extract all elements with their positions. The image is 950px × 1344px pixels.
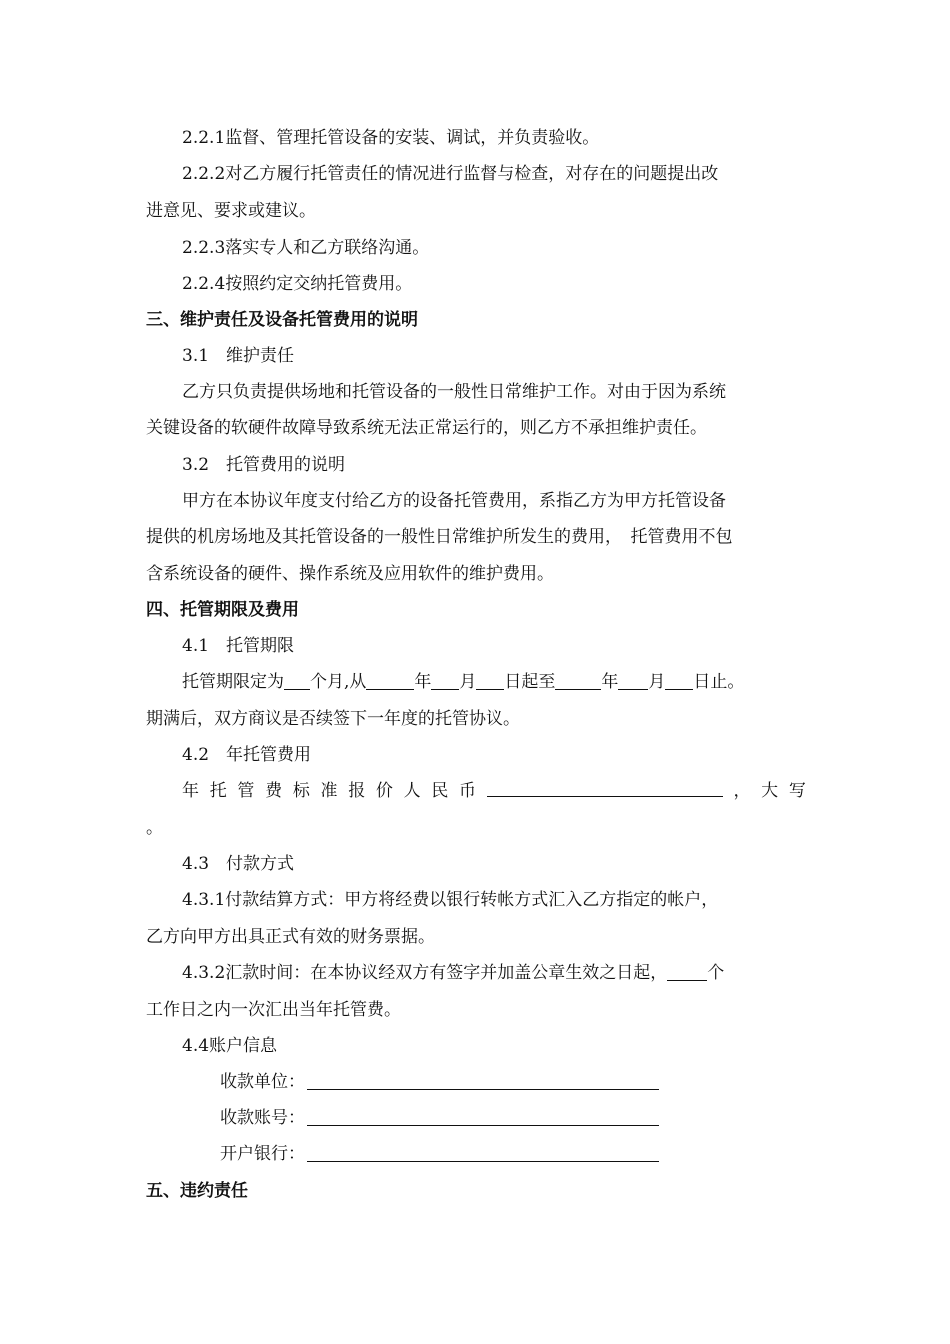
fee-char: 托 [209,781,227,801]
term-text: 个月,从 [310,672,367,692]
term-text: 年 [601,672,619,692]
start-day-blank[interactable] [476,672,504,690]
months-blank[interactable] [284,672,310,690]
para-3-2-line1: 甲方在本协议年度支付给乙方的设备托管费用，系指乙方为甲方托管设备 [182,491,726,511]
workdays-blank[interactable] [667,963,707,981]
start-month-blank[interactable] [431,672,459,690]
para-3-1-line1: 乙方只负责提供场地和托管设备的一般性日常维护工作。对由于因为系统 [182,382,726,402]
fee-char: 写 [788,781,806,801]
end-year-blank[interactable] [555,672,601,690]
end-day-blank[interactable] [665,672,693,690]
fee-char: 管 [237,781,255,801]
remit-text: 4.3.2汇款时间：在本协议经双方有签字并加盖公章生效之日起， [182,963,668,983]
end-month-blank[interactable] [618,672,648,690]
bank-blank[interactable] [307,1144,659,1162]
subsection-4-2: 4.2 年托管费用 [182,745,312,765]
clause-2-2-2-line1: 2.2.2对乙方履行托管责任的情况进行监督与检查，对存在的问题提出改 [182,164,719,184]
para-3-1-line2: 关键设备的软硬件故障导致系统无法正常运行的，则乙方不承担维护责任。 [146,418,707,438]
fee-char: 准 [320,781,338,801]
term-text: 月 [648,672,666,692]
clause-2-2-2-line2: 进意见、要求或建议。 [146,201,316,221]
para-4-2-line2: 。 [146,818,163,838]
clause-4-3-2-line1 [182,961,806,985]
fee-char: 大 [761,781,779,801]
term-text: 托管期限定为 [182,672,284,692]
account-number-row [220,1106,659,1130]
term-text: 日止。 [693,672,745,692]
account-number-blank[interactable] [307,1108,659,1126]
payee-name-blank[interactable] [307,1072,659,1090]
subsection-3-2: 3.2 托管费用的说明 [182,455,346,475]
term-text: 日起至 [504,672,556,692]
fee-char: 年 [182,781,199,801]
para-4-2-line1 [182,779,806,803]
start-year-blank[interactable] [366,672,414,690]
para-4-1-line2: 期满后，双方商议是否续签下一年度的托管协议。 [146,709,520,729]
term-text: 月 [459,672,477,692]
subsection-4-3: 4.3 付款方式 [182,854,295,874]
para-3-2-line2: 提供的机房场地及其托管设备的一般性日常维护所发生的费用， 托管费用不包 [146,527,733,547]
section-heading-5: 五、违约责任 [146,1181,248,1201]
fee-char: 价 [375,781,393,801]
subsection-4-1: 4.1 托管期限 [182,636,295,656]
section-heading-3: 三、维护责任及设备托管费用的说明 [146,310,418,330]
fee-char: 标 [292,781,310,801]
remit-text: 个 [707,963,725,983]
payee-name-label: 收款单位： [220,1072,305,1092]
clause-2-2-1: 2.2.1监督、管理托管设备的安装、调试，并负责验收。 [182,128,600,148]
section-heading-4: 四、托管期限及费用 [146,600,299,620]
para-3-2-line3: 含系统设备的硬件、操作系统及应用软件的维护费用。 [146,564,554,584]
bank-row [220,1142,659,1166]
clause-4-3-1-line1: 4.3.1付款结算方式：甲方将经费以银行转帐方式汇入乙方指定的帐户， [182,890,719,910]
fee-char: 币 [459,781,477,801]
clause-2-2-3: 2.2.3落实专人和乙方联络沟通。 [182,238,430,258]
clause-4-3-2-line2: 工作日之内一次汇出当年托管费。 [146,1000,401,1020]
fee-char: 报 [348,781,366,801]
annual-fee-blank[interactable] [487,779,723,797]
bank-label: 开户银行： [220,1144,305,1164]
fee-char: 人 [403,781,421,801]
para-4-1-line1 [182,670,806,694]
subsection-3-1: 3.1 维护责任 [182,346,295,366]
fee-char: 费 [265,781,283,801]
fee-comma: ， [733,781,751,801]
payee-name-row [220,1070,659,1094]
fee-char: 民 [431,781,449,801]
clause-2-2-4: 2.2.4按照约定交纳托管费用。 [182,274,413,294]
subsection-4-4: 4.4账户信息 [182,1036,278,1056]
clause-4-3-1-line2: 乙方向甲方出具正式有效的财务票据。 [146,927,435,947]
account-number-label: 收款账号： [220,1108,305,1128]
term-text: 年 [414,672,432,692]
